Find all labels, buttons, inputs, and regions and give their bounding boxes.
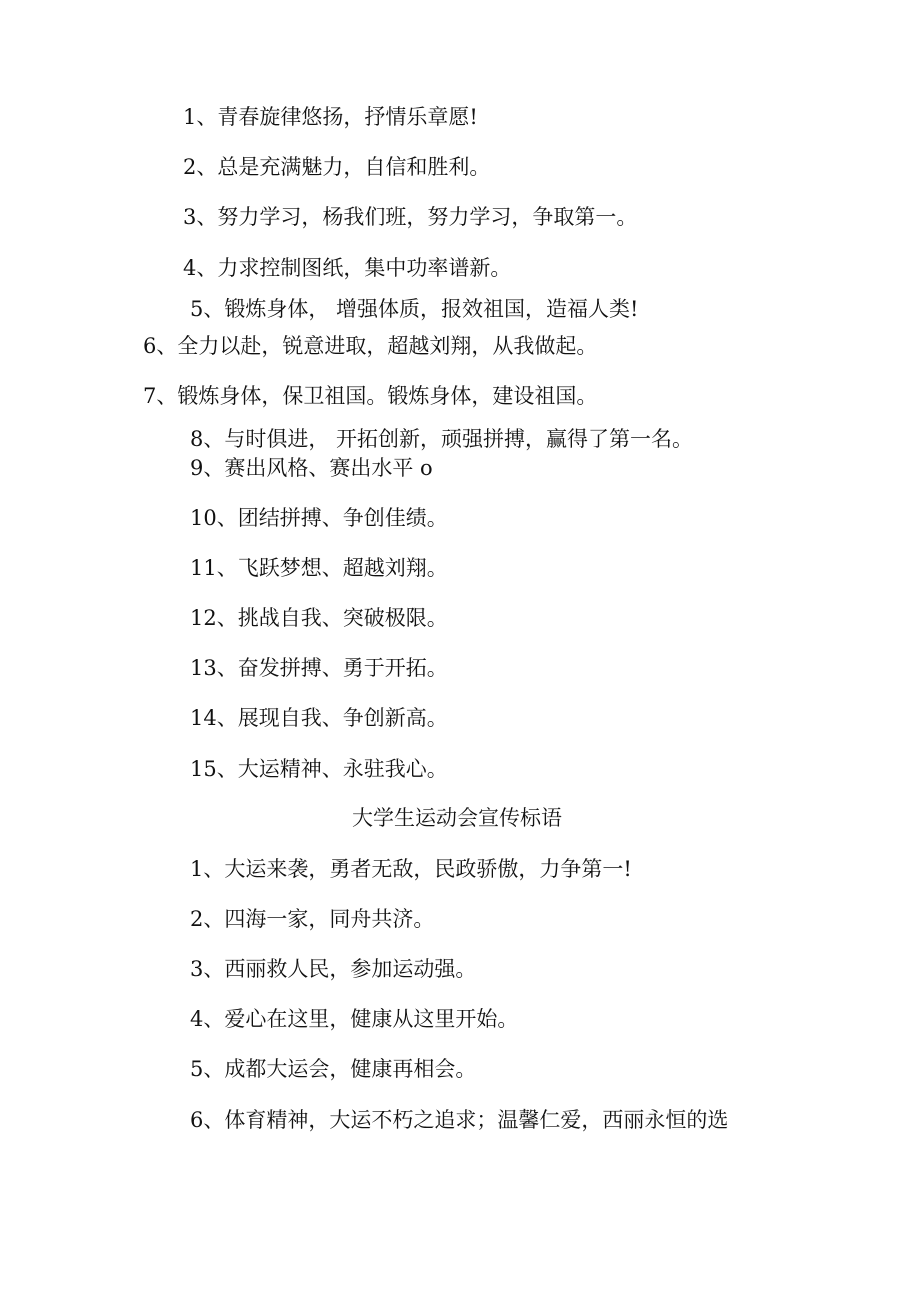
slogan-line-10: 10、团结拼搏、争创佳绩。 bbox=[190, 506, 448, 530]
section-heading: 大学生运动会宣传标语 bbox=[352, 806, 562, 830]
slogan-line-5: 5、锻炼身体， 增强体质，报效祖国，造福人类! bbox=[190, 297, 639, 321]
slogan-line-7: 7、锻炼身体，保卫祖国。锻炼身体，建设祖国。 bbox=[143, 384, 598, 408]
slogan2-line-4: 4、爱心在这里，健康从这里开始。 bbox=[190, 1007, 519, 1031]
slogan-line-14: 14、展现自我、争创新高。 bbox=[190, 706, 448, 730]
slogan2-line-1: 1、大运来袭，勇者无敌，民政骄傲，力争第一! bbox=[190, 857, 632, 881]
slogan-line-1: 1、青春旋律悠扬，抒情乐章愿! bbox=[183, 105, 478, 129]
slogan-line-4: 4、力求控制图纸，集中功率谱新。 bbox=[183, 256, 512, 280]
slogan-line-13: 13、奋发拼搏、勇于开拓。 bbox=[190, 656, 448, 680]
slogan-line-15: 15、大运精神、永驻我心。 bbox=[190, 757, 448, 781]
slogan-line-9: 9、赛出风格、赛出水平 o bbox=[190, 456, 433, 480]
slogan-line-2: 2、总是充满魅力，自信和胜利。 bbox=[183, 155, 491, 179]
slogan2-line-6: 6、体育精神，大运不朽之追求；温馨仁爱，西丽永恒的选 bbox=[190, 1108, 729, 1132]
slogan-line-3: 3、努力学习，杨我们班，努力学习，争取第一。 bbox=[183, 205, 638, 229]
slogan2-line-5: 5、成都大运会，健康再相会。 bbox=[190, 1057, 477, 1081]
slogan2-line-2: 2、四海一家，同舟共济。 bbox=[190, 907, 435, 931]
slogan2-line-3: 3、西丽救人民，参加运动强。 bbox=[190, 957, 477, 981]
slogan-line-12: 12、挑战自我、突破极限。 bbox=[190, 606, 448, 630]
slogan-line-6: 6、全力以赴，锐意进取，超越刘翔，从我做起。 bbox=[143, 334, 598, 358]
slogan-line-11: 11、飞跃梦想、超越刘翔。 bbox=[190, 556, 448, 580]
slogan-line-8: 8、与时俱进， 开拓创新，顽强拼搏，赢得了第一名。 bbox=[190, 427, 694, 451]
